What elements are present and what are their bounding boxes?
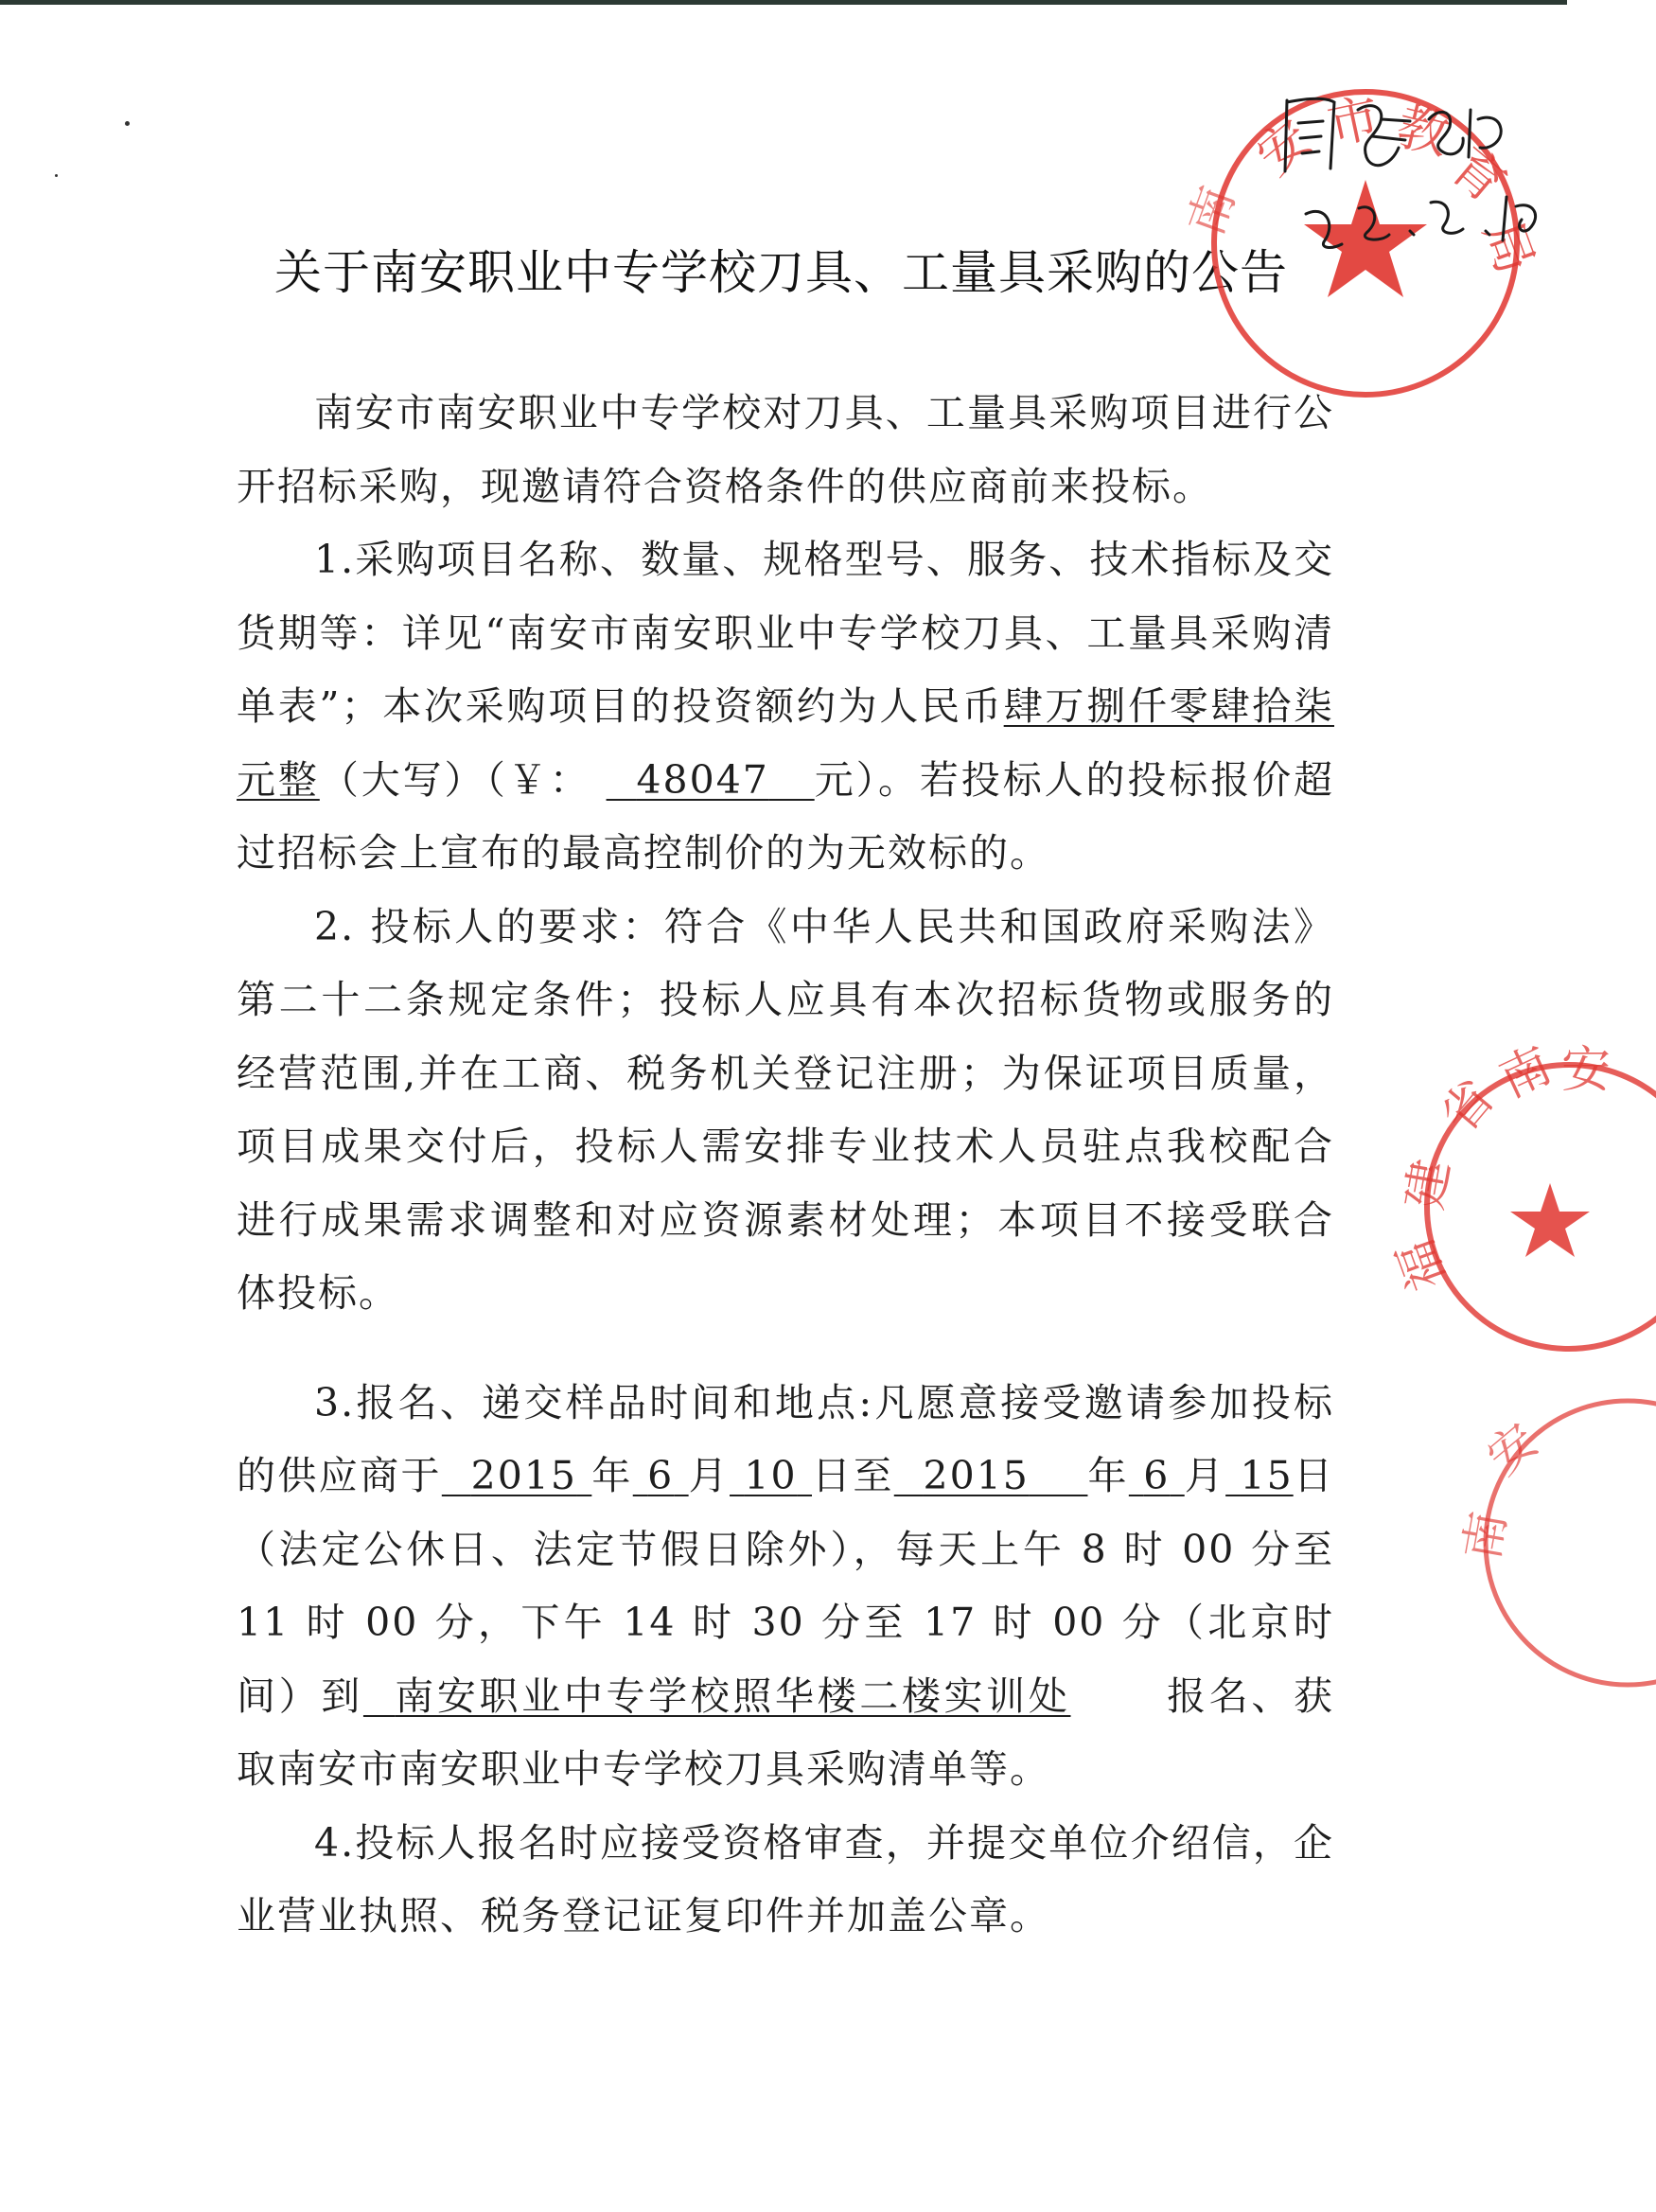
item-3-text-c: 报名、获取南安市南安职业中专学校刀具采购清单等。 xyxy=(237,1672,1335,1792)
start-day xyxy=(730,1453,812,1498)
svg-text:教: 教 xyxy=(1390,96,1455,167)
end-month xyxy=(1129,1453,1185,1498)
svg-text:市: 市 xyxy=(1322,86,1385,156)
item-1-text-a: 1.采购项目名称、数量、规格型号、服务、技术指标及交货期等：详见“南安市南安职业中专学校刀具、工量具采购清单表”；本次采购项目的投资额约为人民币 xyxy=(237,537,1334,729)
item-3-paragraph xyxy=(237,1367,1334,1807)
svg-text:南: 南 xyxy=(1453,1507,1517,1565)
item-1-paragraph xyxy=(237,523,1334,891)
document-title: 关于南安职业中专学校刀具、工量具采购的公告 xyxy=(274,245,1288,300)
registration-location xyxy=(363,1673,1166,1719)
amount-in-figures xyxy=(607,757,815,803)
month-char-1: 月 xyxy=(688,1453,731,1498)
svg-text:南: 南 xyxy=(1491,1036,1560,1109)
item-4-paragraph: 4.投标人报名时应接受资格审查，并提交单位介绍信，企业营业执照、税务登记证复印件并加盖公章。 xyxy=(237,1819,1334,1938)
start-month-value: 6 xyxy=(647,1453,675,1498)
scan-top-edge xyxy=(0,0,1567,5)
end-day-value: 15 xyxy=(1240,1453,1294,1498)
scan-speck xyxy=(125,121,130,126)
location-underline-pad xyxy=(1070,1681,1165,1720)
scan-speck xyxy=(55,174,58,177)
end-year xyxy=(894,1453,1088,1498)
intro-paragraph: 南安市南安职业中专学校对刀具、工量具采购项目进行公开招标采购，现邀请符合资格条件的供应商前来投标。 xyxy=(237,390,1334,509)
handwritten-signature xyxy=(1268,81,1552,271)
end-month-value: 6 xyxy=(1143,1453,1171,1498)
item-3-text-a: 3.报名、递交样品时间和地点:凡愿意接受邀请参加投标的供应商于 xyxy=(237,1379,1334,1498)
item-3-text-b: 日（法定公休日、法定节假日除外），每天上午 8 时 00 分至 11 时 00 分，下午 14 时 30 分至 17 时 00 分（北京时间）到 xyxy=(237,1453,1335,1719)
start-year xyxy=(442,1453,592,1498)
item-1-text-b: （大写）（￥： xyxy=(319,756,591,803)
end-year-value: 2015 xyxy=(923,1453,1030,1498)
svg-text:省: 省 xyxy=(1430,1069,1506,1144)
end-day xyxy=(1225,1453,1294,1498)
start-month xyxy=(633,1453,689,1498)
amount-in-words: 肆万捌仟零肆拾柒元整 xyxy=(237,683,1334,803)
item-1-text-c: 元）。若投标人的投标报价超过招标会上宣布的最高控制价的为无效标的。 xyxy=(237,756,1334,876)
svg-text:育: 育 xyxy=(1439,135,1518,215)
official-seal-right-upper xyxy=(1387,1036,1654,1363)
month-char-2: 月 xyxy=(1184,1453,1226,1498)
svg-text:建: 建 xyxy=(1396,1155,1461,1214)
amount-number: 48047 xyxy=(636,756,769,803)
svg-text:南: 南 xyxy=(1177,179,1246,243)
registration-location-value: 南安职业中专学校照华楼二楼实训处 xyxy=(395,1672,1071,1719)
day-to-text: 日至 xyxy=(812,1453,894,1498)
start-day-value: 10 xyxy=(744,1453,798,1498)
svg-text:局: 局 xyxy=(1471,212,1546,282)
svg-text:福: 福 xyxy=(1387,1231,1458,1299)
document-body xyxy=(237,377,1334,1954)
official-seal-right-lower xyxy=(1453,1382,1656,1694)
svg-text:安: 安 xyxy=(1244,107,1323,186)
svg-text:安: 安 xyxy=(1561,1042,1612,1099)
year-char-1: 年 xyxy=(591,1453,633,1498)
year-char-2: 年 xyxy=(1087,1453,1129,1498)
start-year-value: 2015 xyxy=(470,1453,577,1498)
svg-text:安: 安 xyxy=(1476,1412,1549,1486)
item-2-paragraph: 2. 投标人的要求：符合《中华人民共和国政府采购法》第二十二条规定条件；投标人应具有本次招标货物或服务的经营范围,并在工商、税务机关登记注册；为保证项目质量，项目成果交付后，投标人需安排专业技术人员驻点我校配合进行成果需求调整和对应资源素材处理；本项目不接受联合体投标。 xyxy=(237,903,1334,1316)
